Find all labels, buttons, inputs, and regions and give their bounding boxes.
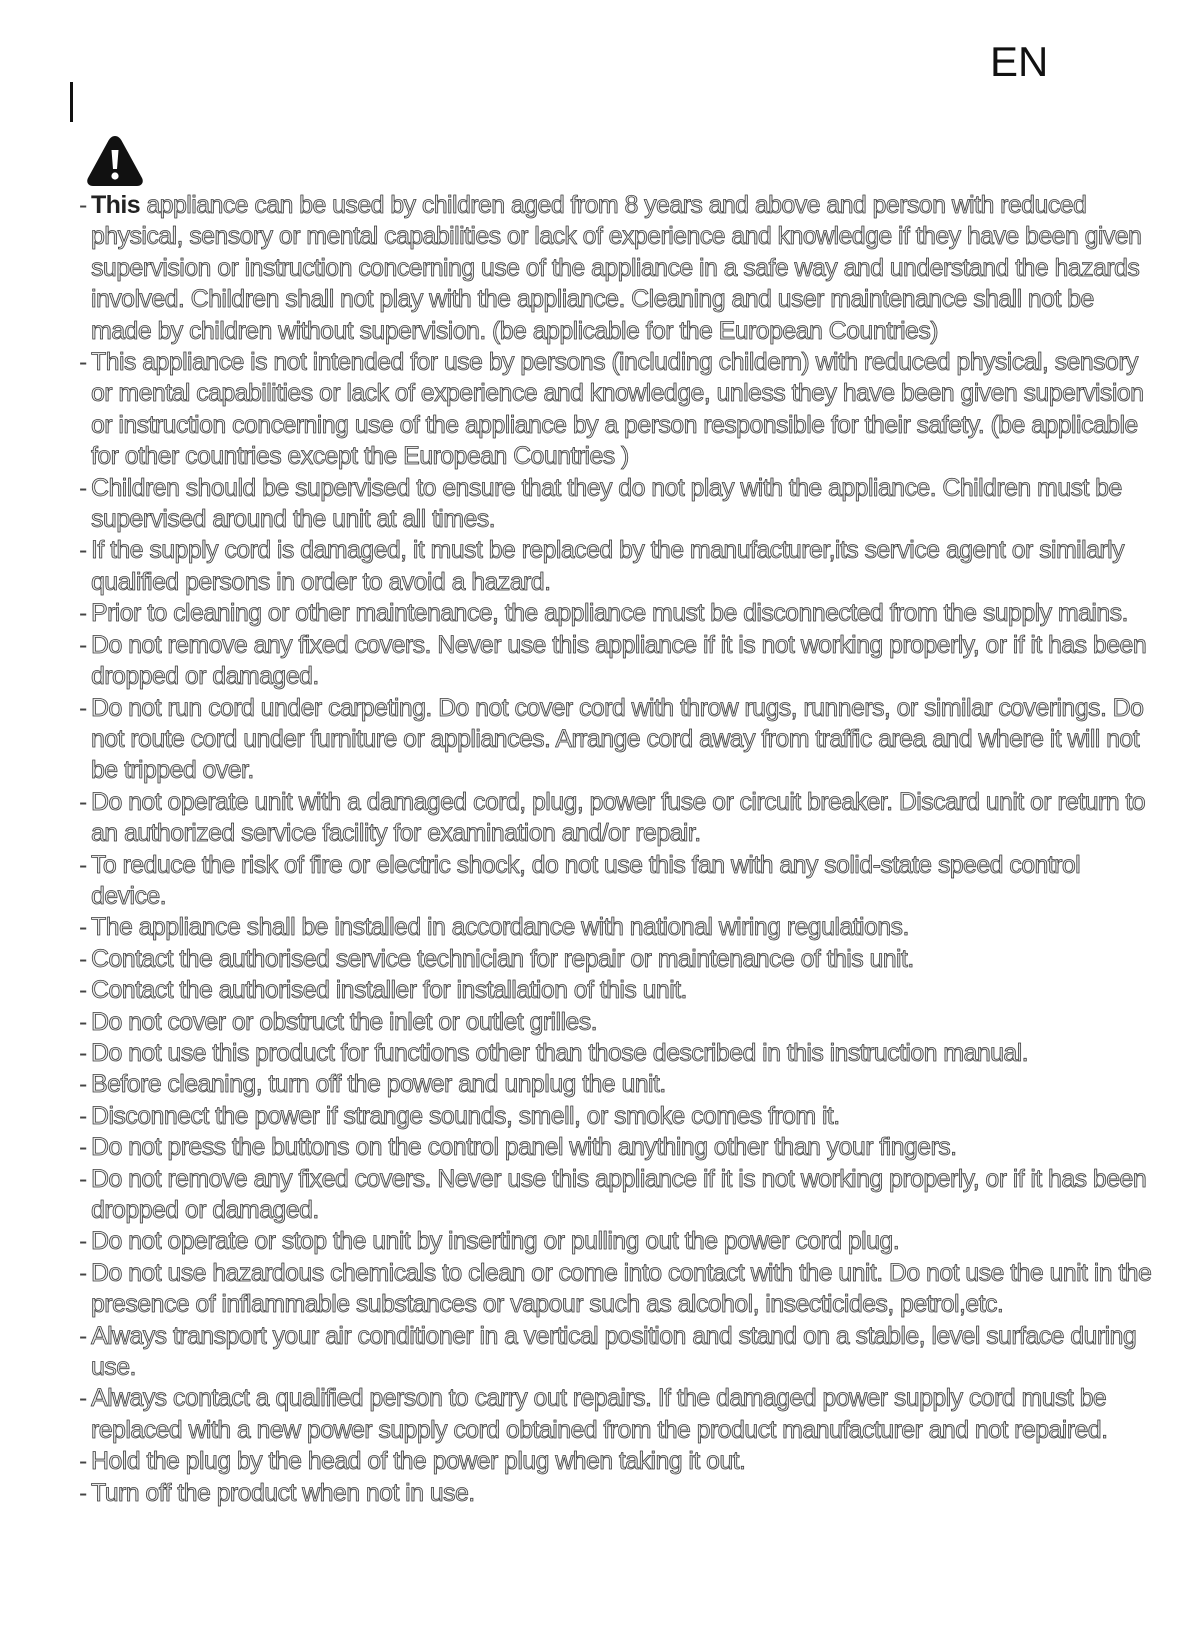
list-item: - To reduce the risk of fire or electric shock, do not use this fan with any solid-state speed control device.: [79, 850, 1159, 913]
safety-instructions-list: [79, 190, 1159, 1509]
list-item: - Children should be supervised to ensure that they do not play with the appliance. Children must be supervised around the unit at all times.: [79, 473, 1159, 536]
list-item: [79, 190, 1159, 347]
language-label: EN: [990, 38, 1049, 85]
margin-marker: [70, 82, 73, 122]
list-item: - Do not operate or stop the unit by inserting or pulling out the power cord plug.: [79, 1226, 1159, 1257]
list-item: - Do not remove any fixed covers. Never use this appliance if it is not working properly, or if it has been dropped or damaged.: [79, 1164, 1159, 1227]
list-item: - Do not use this product for functions other than those described in this instruction manual.: [79, 1038, 1159, 1069]
list-item: - Do not operate unit with a damaged cord, plug, power fuse or circuit breaker. Discard unit or return to an authorized service facility for examination and/or repair.: [79, 787, 1159, 850]
list-item: - Always transport your air conditioner in a vertical position and stand on a stable, level surface during use.: [79, 1321, 1159, 1384]
list-item: - Contact the authorised installer for installation of this unit.: [79, 975, 1159, 1006]
list-item: - If the supply cord is damaged, it must be replaced by the manufacturer,its service agent or similarly qualified persons in order to avoid a hazard.: [79, 535, 1159, 598]
warning-triangle-icon: [85, 134, 145, 188]
list-item: - Contact the authorised service technician for repair or maintenance of this unit.: [79, 944, 1159, 975]
list-item: - Turn off the product when not in use.: [79, 1478, 1159, 1509]
list-item: - Hold the plug by the head of the power plug when taking it out.: [79, 1446, 1159, 1477]
list-item: - Do not press the buttons on the control panel with anything other than your fingers.: [79, 1132, 1159, 1163]
list-item-text: appliance can be used by children aged from 8 years and above and person with reduced physical, sensory or mental capabilities or lack of experience and knowledge if they have been given supervision or instruction concerning use of the appliance in a safe way and understand the hazards involved. Children shall not play with the appliance. Cleaning and user maintenance shall not be made by children without supervision. (be applicable for the European Countries): [91, 191, 1142, 345]
list-item: - Do not cover or obstruct the inlet or outlet grilles.: [79, 1007, 1159, 1038]
list-item: - Do not use hazardous chemicals to clean or come into contact with the unit. Do not use the unit in the presence of inflammable substances or vapour such as alcohol, insecticides, petrol,etc.: [79, 1258, 1159, 1321]
list-item: - Do not run cord under carpeting. Do not cover cord with throw rugs, runners, or similar coverings. Do not route cord under furniture or appliances. Arrange cord away from traffic area and where it will not be tripped over.: [79, 693, 1159, 787]
list-item: - The appliance shall be installed in accordance with national wiring regulations.: [79, 912, 1159, 943]
list-item: - Prior to cleaning or other maintenance, the appliance must be disconnected from the supply mains.: [79, 598, 1159, 629]
list-item: - Do not remove any fixed covers. Never use this appliance if it is not working properly, or if it has been dropped or damaged.: [79, 630, 1159, 693]
list-item: - Before cleaning, turn off the power and unplug the unit.: [79, 1069, 1159, 1100]
list-item: - Disconnect the power if strange sounds, smell, or smoke comes from it.: [79, 1101, 1159, 1132]
list-item-lead-word: This: [91, 191, 140, 219]
list-item: - Always contact a qualified person to carry out repairs. If the damaged power supply cord must be replaced with a new power supply cord obtained from the product manufacturer and not repaired.: [79, 1383, 1159, 1446]
list-item: - This appliance is not intended for use by persons (including childern) with reduced physical, sensory or mental capabilities or lack of experience and knowledge, unless they have been given supervision or instruction concerning use of the appliance by a person responsible for their safety. (be applicable for other countries except the European Countries ): [79, 347, 1159, 473]
